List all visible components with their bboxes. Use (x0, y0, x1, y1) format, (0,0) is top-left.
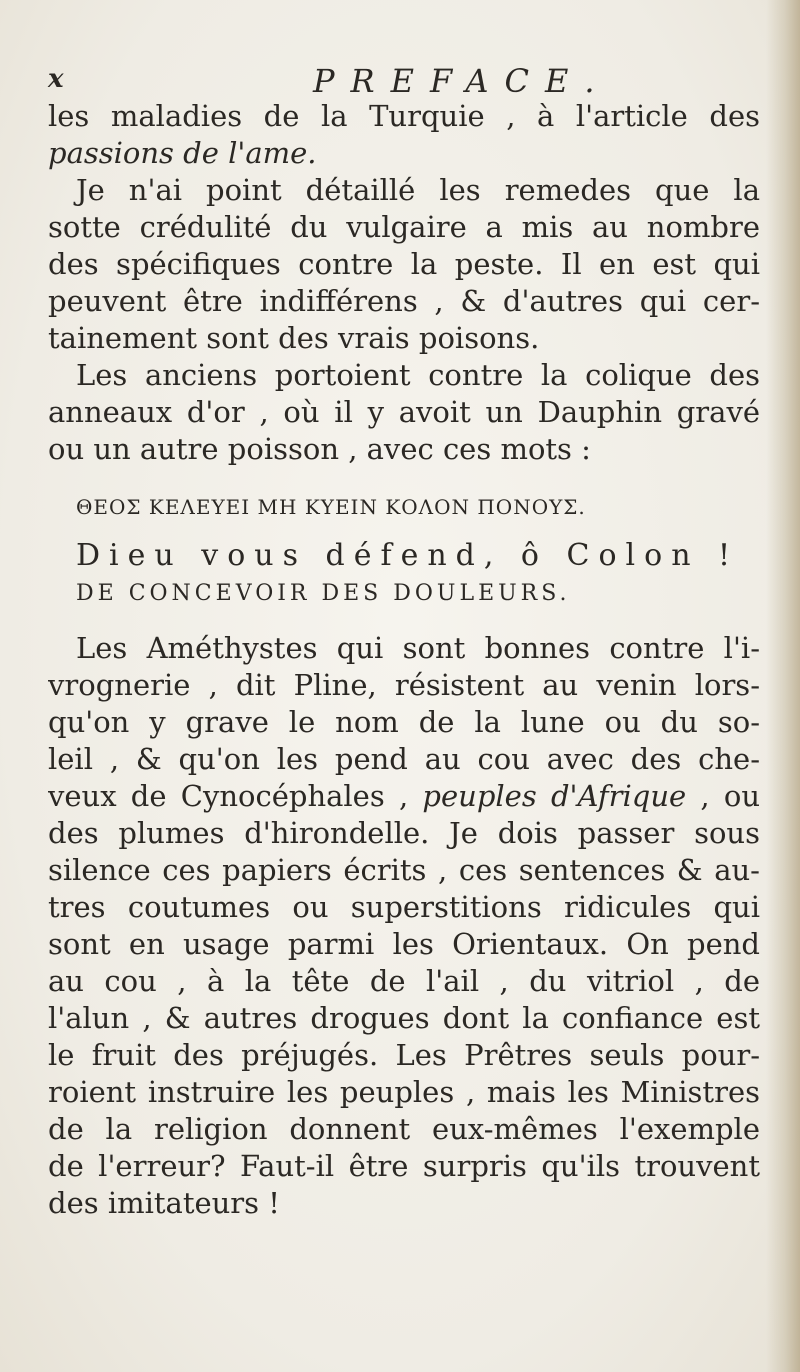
text-line: roient instruire les peuples , mais les Ministres (48, 1075, 760, 1109)
text-line: anneaux d'or , où il y avoit un Dauphin gravé (48, 395, 760, 429)
text-line: des imitateurs ! (48, 1186, 280, 1220)
text-line: vrognerie , dit Pline, résistent au venin lors- (48, 668, 760, 702)
text-line: tainement sont des vrais poisons. (48, 321, 540, 355)
text-line: Je n'ai point détaillé les remedes que la (76, 173, 760, 207)
text-line: des plumes d'hirondelle. Je dois passer sous (48, 816, 760, 850)
text-span: veux de Cynocéphales , (48, 779, 423, 813)
page-number: x (48, 64, 64, 94)
text-line: Les anciens portoient contre la colique des (76, 358, 760, 392)
text-line (48, 778, 760, 815)
text-line: passions de l'ame. (48, 136, 317, 170)
text-line: Les Améthystes qui sont bonnes contre l'i- (76, 631, 760, 665)
text-line: l'alun , & autres drogues dont la confiance est (48, 1001, 760, 1035)
text-line: les maladies de la Turquie , à l'article des (48, 99, 760, 133)
text-line: leil , & qu'on les pend au cou avec des che- (48, 742, 760, 776)
text-line: qu'on y grave le nom de la lune ou du so- (48, 705, 760, 739)
text-line: sotte crédulité du vulgaire a mis au nombre (48, 210, 760, 244)
page-header (48, 62, 748, 102)
text-line: silence ces papiers écrits , ces sentences & au- (48, 853, 760, 887)
text-line: de l'erreur? Faut-il être surpris qu'ils trouvent (48, 1149, 760, 1183)
body-text (48, 98, 760, 1222)
translation-line-1: Dieu vous défend, ô Colon ! (76, 538, 740, 573)
text-line: de la religion donnent eux-mêmes l'exemple (48, 1112, 760, 1146)
text-line: ou un autre poisson , avec ces mots : (48, 432, 591, 466)
running-title: PREFACE. (313, 62, 611, 100)
text-line: peuvent être indifférens , & d'autres qui cer- (48, 284, 760, 318)
translation-line-2: DE CONCEVOIR DES DOULEURS. (76, 581, 571, 606)
page-edge-shadow (766, 0, 800, 1372)
text-line: au cou , à la tête de l'ail , du vitriol , de (48, 964, 760, 998)
text-line: des spécifiques contre la peste. Il en est qui (48, 247, 760, 281)
text-line: le fruit des préjugés. Les Prêtres seuls pour- (48, 1038, 760, 1072)
text-line: sont en usage parmi les Orientaux. On pend (48, 927, 760, 961)
text-span: , ou (686, 779, 760, 813)
italic-span: peuples d'Afrique (422, 779, 687, 813)
text-line: tres coutumes ou superstitions ridicules qui (48, 890, 760, 924)
greek-inscription: ΘΕΟΣ ΚΕΛΕΥΕΙ ΜΗ ΚΥΕΙΝ ΚΟΛΟΝ ΠΟΝΟΥΣ. (76, 495, 586, 519)
